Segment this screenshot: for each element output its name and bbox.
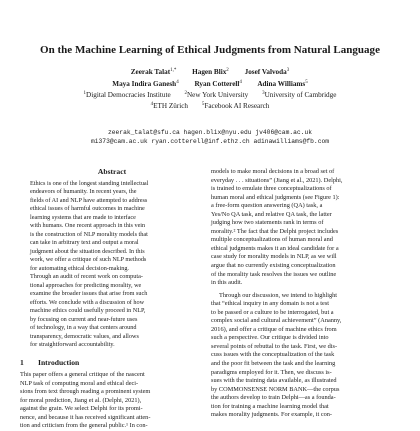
- body-line: sues with the training data available, as illustrated: [211, 377, 337, 385]
- affiliation-sup: 5: [201, 102, 205, 107]
- abstract-line: of technology, in a way that centers around: [30, 324, 137, 332]
- email-block: [0, 128, 420, 146]
- abstract-line: judgment about the situation described. In this: [30, 247, 145, 255]
- affiliation: University of Cambridge: [264, 91, 337, 99]
- author-name: Josef Valvoda: [244, 68, 287, 76]
- body-line: This paper offers a general critique of the nascent: [20, 371, 145, 379]
- abstract-line: Ethics is one of the longest standing intellectual: [30, 179, 149, 187]
- author-line-1: [0, 66, 420, 78]
- body-line: nence, and because it has received significant atten-: [20, 413, 151, 421]
- body-line: a free-form question answering (QA) task, a: [211, 202, 323, 210]
- abstract-text: [30, 180, 194, 350]
- abstract-line: endeavors of humanity. In recent years, the: [30, 188, 137, 196]
- body-line: such a perspective. Our critique is divided into: [211, 334, 329, 342]
- body-line: morality.² The fact that the Delphi project includes: [211, 227, 339, 235]
- body-line: 2016), and offer a critique of machine ethics from: [211, 325, 337, 333]
- section-title: Introduction: [38, 357, 80, 367]
- abstract-line: tional approaches for predicting morality, we: [30, 281, 142, 289]
- body-line: human moral and ethical judgments (see Figure 1):: [211, 193, 340, 201]
- email-line: zeerak_talat@sfu.ca hagen.blix@nyu.edu jv406@cam.ac.uk: [107, 129, 313, 136]
- body-line: and the poor fit between the task and the learning: [211, 360, 336, 368]
- abstract-line: for automating ethical decision-making.: [30, 264, 129, 272]
- section-heading: [20, 359, 204, 368]
- affiliation: Digital Democracies Institute: [86, 91, 171, 99]
- right-paragraph-1: [211, 168, 399, 288]
- body-line: ethical judgments makes it an ideal candidate for a: [211, 244, 339, 252]
- abstract-line: for straightforward accountability.: [30, 341, 115, 349]
- email-line: mi373@cam.ac.uk ryan.cotterell@inf.ethz.ch adinawilliams@fb.com: [90, 138, 330, 145]
- abstract-line: can take in arbitrary text and output a moral: [30, 239, 139, 247]
- author-name: Ryan Cotterell: [194, 79, 240, 88]
- abstract-line: work, we offer a critique of such NLP methods: [30, 256, 147, 264]
- section-number: 1: [20, 357, 24, 367]
- affiliation-sup: 3: [262, 91, 265, 96]
- abstract-line: by focusing on current and near-future uses: [30, 315, 138, 323]
- affiliation-sup: 2: [184, 91, 187, 96]
- abstract-line: efforts. We conclude with a discussion of how: [30, 298, 145, 306]
- introduction-text: [20, 371, 204, 431]
- abstract-line: with humans. One recent approach in this vein: [30, 222, 146, 230]
- body-line: Through our discussion, we intend to highlight: [219, 291, 338, 299]
- right-column: [211, 168, 399, 420]
- right-paragraph-2: [211, 292, 399, 420]
- abstract-line: is the construction of NLP morality models that: [30, 230, 148, 238]
- body-line: everyday . . . situations” (Jiang et al., 2021). Delphi,: [211, 176, 343, 184]
- left-column: [20, 168, 204, 431]
- body-line: sions from text through reading a prominent system: [20, 388, 151, 396]
- body-line: by COMMONSENSE NORM BANK—the corpus: [211, 385, 340, 393]
- affiliation: New York University: [186, 91, 249, 99]
- abstract-line: examine the broader issues that arise from such: [30, 290, 148, 298]
- affiliation-line-2: [0, 100, 420, 111]
- body-line: NLP task of computing moral and ethical deci-: [20, 379, 139, 387]
- author-sup: 4: [239, 79, 242, 85]
- author-sup: 2: [226, 68, 229, 73]
- abstract-line: ethical issues of harmful outcomes in machine: [30, 205, 145, 213]
- author-sup: 4: [176, 79, 179, 85]
- affiliation: ETH Zürich: [153, 102, 189, 110]
- body-line: complex social and cultural achievement” (Ananny,: [211, 317, 342, 325]
- body-line: for moral prediction, Jiang et al. (Delphi, 2021),: [20, 396, 142, 404]
- body-line: paradigms employed for it. Then, we discuss is-: [211, 368, 332, 376]
- paper-title: On the Machine Learning of Ethical Judgments from Natural Language: [40, 44, 380, 56]
- author-block: [0, 66, 420, 111]
- affiliation: Facebook AI Research: [204, 102, 270, 110]
- body-line: cuss issues with the conceptualization of the task: [211, 351, 335, 359]
- author-name: Maya Indira Ganesh: [112, 79, 177, 88]
- body-line: tion for training a machine learning model that: [211, 402, 329, 410]
- affiliation-sup: 4: [150, 102, 154, 107]
- body-line: case study for morality models in NLP, as we will: [211, 253, 337, 261]
- author-sup: 1,*: [170, 68, 177, 73]
- author-name: Hagen Blix: [192, 68, 227, 76]
- body-line: in this audit.: [211, 279, 243, 287]
- author-name: Zeerak Talat: [130, 68, 171, 76]
- abstract-line: Through an audit of recent work on computa-: [30, 273, 143, 281]
- author-sup: 3: [286, 68, 290, 73]
- body-line: that “ethical inquiry in any domain is not a test: [211, 300, 330, 308]
- author-name: Adina Williams: [257, 79, 306, 88]
- body-line: several points of rebuttal to the task. First, we dis-: [211, 342, 338, 350]
- body-line: multiple conceptualizations of human moral and: [211, 236, 333, 244]
- affiliation-sup: 1: [83, 91, 87, 96]
- body-line: to be passed or a culture to be interrogated, but a: [211, 308, 334, 316]
- author-line-2: [0, 78, 420, 90]
- abstract-heading: Abstract: [97, 167, 127, 176]
- body-line: against the grain. We select Delphi for its promi-: [20, 405, 143, 413]
- abstract-line: fields of AI and NLP have attempted to address: [30, 196, 148, 204]
- author-sup: 5: [305, 79, 308, 85]
- body-line: Yes/No QA task, and relative QA task, the latter: [211, 210, 332, 218]
- body-line: makes morality judgments. For example, it con-: [211, 411, 333, 419]
- body-line: is trained to emulate three conceptualizations of: [211, 185, 332, 193]
- abstract-line: learning systems that are made to interface: [30, 213, 136, 221]
- body-line: judging how two statements rank in terms of: [211, 219, 324, 227]
- abstract-line: transparency, democratic values, and allows: [30, 332, 139, 340]
- body-line: models to make moral decisions in a broad set of: [211, 168, 335, 175]
- abstract-line: machine ethics could usefully proceed in NLP,: [30, 307, 146, 315]
- body-line: tion and criticism from the general public.¹ In con-: [20, 422, 148, 430]
- affiliation-line-1: [0, 89, 420, 100]
- body-line: argue that no currently existing conceptualization: [211, 262, 336, 270]
- body-line: the authors develop to train Delphi—as a founda-: [211, 394, 336, 402]
- body-line: of the morality task resolves the issues we outline: [211, 270, 337, 278]
